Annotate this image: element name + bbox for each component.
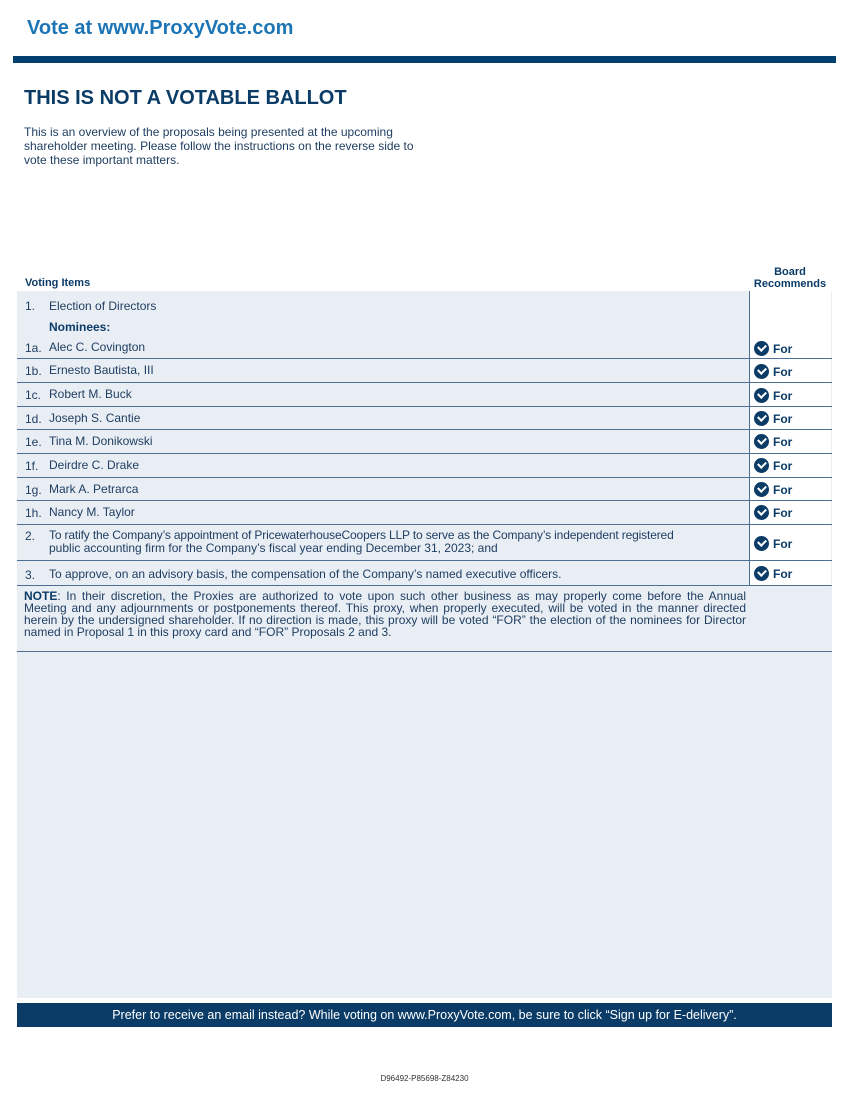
note-text: : In their discretion, the Proxies are authorized to vote upon such other business as may properly come before the Annual Meeting and any adjournments or postponements thereof. This proxy, when properly executed, will be voted in the manner directed herein by the undersigned shareholder. If no direction is made, this proxy will be voted “FOR” the election of the nominees for Director named in Proposal 1 in this proxy card and “FOR” Proposals 2 and 3. (24, 589, 746, 639)
proposal-text-line2: public accounting firm for the Company’s fiscal year ending December 31, 2023; and (49, 541, 498, 555)
check-circle-icon (754, 566, 769, 581)
note-label: NOTE (24, 589, 58, 603)
check-circle-icon (754, 364, 769, 379)
nominee-number: 1h. (25, 506, 42, 520)
nominee-name: Joseph S. Cantie (49, 411, 141, 425)
nominee-number: 1b. (25, 364, 42, 378)
check-circle-icon (754, 536, 769, 551)
recommendation (754, 388, 792, 403)
recommendation-label: For (773, 505, 793, 520)
nominee-number: 1f. (25, 459, 39, 473)
proxy-note (24, 590, 746, 638)
recommendation-label: For (773, 341, 793, 356)
header-divider (13, 56, 836, 63)
nominee-row (17, 430, 832, 454)
proposal-number: 1. (25, 299, 36, 313)
proposal-number: 3. (25, 568, 36, 582)
recommendation (754, 411, 792, 426)
recommendation (754, 341, 792, 356)
nominee-number: 1g. (25, 483, 42, 497)
nominee-name: Mark A. Petrarca (49, 482, 139, 496)
check-circle-icon (754, 341, 769, 356)
nominee-name: Robert M. Buck (49, 387, 132, 401)
recommendation (754, 434, 792, 449)
recommendation-label: For (773, 364, 793, 379)
nominee-number: 1a. (25, 341, 42, 355)
proxyvote-link[interactable]: Vote at www.ProxyVote.com (27, 17, 294, 39)
check-circle-icon (754, 434, 769, 449)
proposal-text: To approve, on an advisory basis, the compensation of the Company’s named executive officers. (49, 567, 562, 581)
nominee-row (17, 478, 832, 501)
proposal-2-row (17, 525, 832, 561)
recommendation-label: For (773, 434, 793, 449)
board-header-line2: Recommends (753, 278, 827, 290)
nominee-row (17, 383, 832, 407)
proposal-text-line1: To ratify the Company’s appointment of PricewaterhouseCoopers LLP to serve as the Company’s independent registered (49, 528, 674, 542)
nominee-name: Nancy M. Taylor (49, 505, 135, 519)
recommendation (754, 566, 792, 581)
check-circle-icon (754, 505, 769, 520)
proposal-3-row (17, 561, 832, 586)
proposal-number: 2. (25, 529, 36, 543)
recommendation (754, 505, 792, 520)
nominee-name: Alec C. Covington (49, 340, 146, 354)
recommendation (754, 364, 792, 379)
recommendation-label: For (773, 388, 793, 403)
nominee-number: 1d. (25, 412, 42, 426)
nominee-name: Deirdre C. Drake (49, 458, 140, 472)
nominee-name: Ernesto Bautista, III (49, 363, 154, 377)
board-header-line1: Board (774, 266, 806, 278)
nominee-row (17, 407, 832, 430)
recommendation (754, 482, 792, 497)
recommendation-label: For (773, 482, 793, 497)
proposal-1-row (17, 297, 832, 337)
board-recommends-header (749, 266, 831, 290)
proposal-text: Election of Directors (49, 299, 157, 313)
nominee-name: Tina M. Donikowski (49, 434, 153, 448)
recommendation-label: For (773, 411, 793, 426)
recommendation-label: For (773, 566, 793, 581)
check-circle-icon (754, 458, 769, 473)
nominee-row (17, 359, 832, 383)
nominee-number: 1c. (25, 388, 42, 402)
recommendation (754, 536, 792, 551)
intro-text: This is an overview of the proposals being presented at the upcoming shareholder meeting. Please follow the instructions on the reverse side to vote these important matters. (24, 125, 414, 167)
nominee-row (17, 501, 832, 525)
note-divider (17, 651, 832, 652)
nominee-number: 1e. (25, 435, 42, 449)
check-circle-icon (754, 482, 769, 497)
nominee-row (17, 454, 832, 478)
page-title: THIS IS NOT A VOTABLE BALLOT (24, 87, 347, 109)
voting-items-header: Voting Items (25, 277, 91, 289)
recommendation-label: For (773, 536, 793, 551)
nominee-row (17, 337, 832, 359)
check-circle-icon (754, 411, 769, 426)
check-circle-icon (754, 388, 769, 403)
recommendation-label: For (773, 458, 793, 473)
document-code: D96492-P85698-Z84230 (380, 1074, 469, 1083)
edelivery-banner: Prefer to receive an email instead? While voting on www.ProxyVote.com, be sure to click “Sign up for E-delivery”. (17, 1003, 832, 1027)
nominees-label: Nominees: (49, 320, 111, 334)
recommendation (754, 458, 792, 473)
